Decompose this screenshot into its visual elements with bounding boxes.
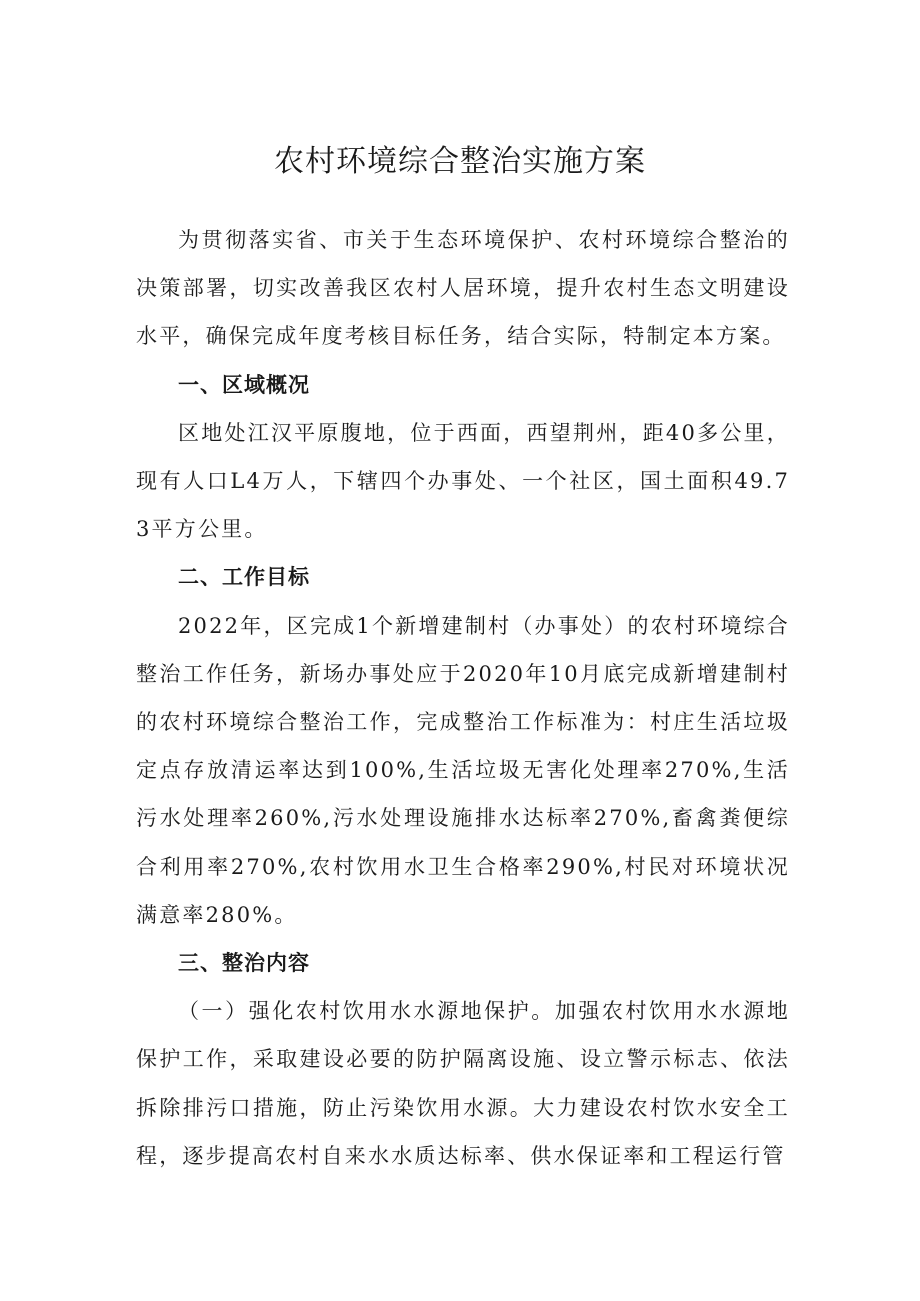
content-paragraph: （一）强化农村饮用水水源地保护。加强农村饮用水水源地保护工作，采取建设必要的防护隔离设施、设立警示标志、依法拆除排污口措施，防止污染饮用水源。大力建设农村饮水安全工程，逐步提高农村自来水水质达标率、供水保证率和工程运行管 bbox=[136, 999, 790, 1168]
document-body bbox=[136, 216, 790, 1180]
section-heading-content: 三、整治内容 bbox=[178, 951, 310, 976]
document-title: 农村环境综合整治实施方案 bbox=[274, 144, 646, 179]
section-heading-goals: 二、工作目标 bbox=[178, 565, 310, 590]
goals-paragraph: 2022年，区完成1个新增建制村（办事处）的农村环境综合整治工作任务，新场办事处应于2020年10月底完成新增建制村的农村环境综合整治工作，完成整治工作标准为：村庄生活垃圾定点存放清运率达到100%,生活垃圾无害化处理率270%,生活污水处理率260%,污水处理设施排水达标率270%,畜禽粪便综合利用率270%,农村饮用水卫生合格率290%,村民对环境状况满意率280%。 bbox=[136, 613, 790, 927]
overview-paragraph: 区地处江汉平原腹地，位于西面，西望荆州，距40多公里，现有人口L4万人，下辖四个办事处、一个社区，国土面积49.73平方公里。 bbox=[136, 420, 790, 542]
section-heading-overview: 一、区域概况 bbox=[178, 372, 310, 397]
intro-paragraph: 为贯彻落实省、市关于生态环境保护、农村环境综合整治的决策部署，切实改善我区农村人居环境，提升农村生态文明建设水平，确保完成年度考核目标任务，结合实际，特制定本方案。 bbox=[136, 228, 790, 349]
